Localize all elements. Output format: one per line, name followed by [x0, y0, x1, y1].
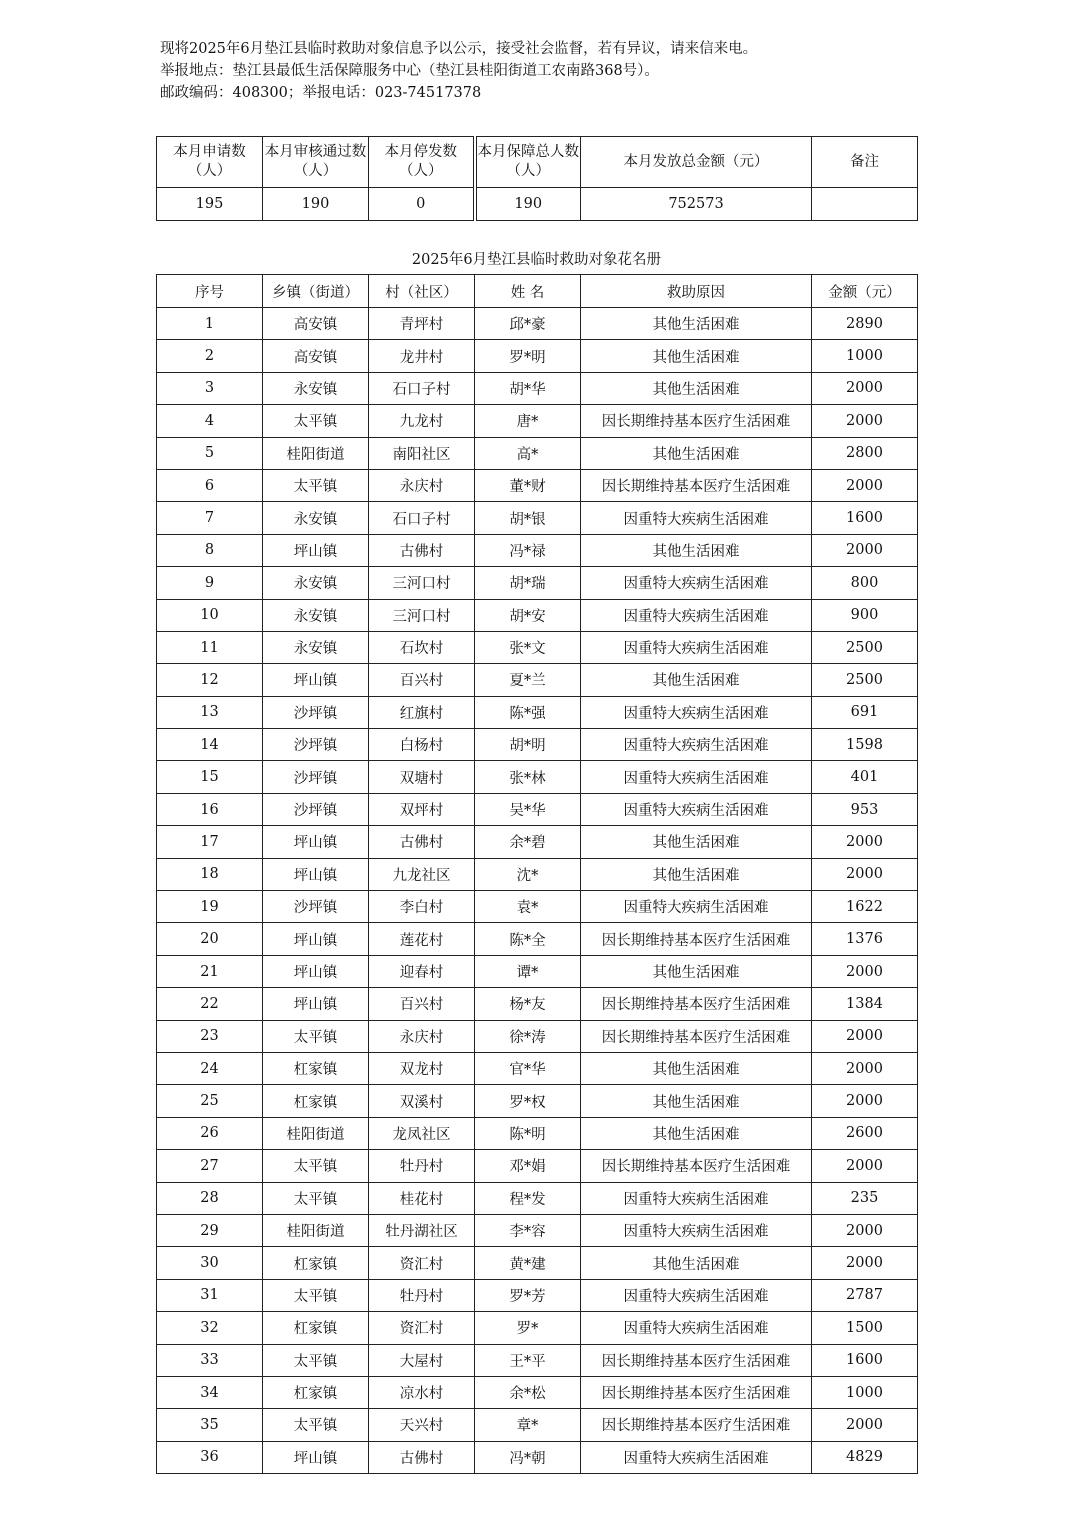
- row-index: 10: [157, 599, 263, 631]
- row-amount: 2000: [812, 1085, 918, 1117]
- row-name: 胡*安: [475, 599, 581, 631]
- table-row: [157, 988, 918, 1020]
- row-township: 高安镇: [263, 340, 369, 372]
- row-village: 双龙村: [369, 1052, 475, 1084]
- row-village: 红旗村: [369, 696, 475, 728]
- row-name: 徐*涛: [475, 1020, 581, 1052]
- row-name: 罗*明: [475, 340, 581, 372]
- row-index: 2: [157, 340, 263, 372]
- row-index: 9: [157, 567, 263, 599]
- summary-header-row: [157, 137, 918, 188]
- row-reason: 其他生活困难: [581, 534, 812, 566]
- row-township: 杠家镇: [263, 1376, 369, 1408]
- row-name: 吴*华: [475, 793, 581, 825]
- row-index: 29: [157, 1214, 263, 1246]
- row-township: 坪山镇: [263, 988, 369, 1020]
- row-village: 桂花村: [369, 1182, 475, 1214]
- row-index: 4: [157, 405, 263, 437]
- row-amount: 1600: [812, 502, 918, 534]
- table-row: [157, 696, 918, 728]
- table-row: [157, 405, 918, 437]
- row-reason: 其他生活困难: [581, 1247, 812, 1279]
- row-name: 章*: [475, 1409, 581, 1441]
- summary-header-total-amount: 本月发放总金额（元）: [581, 137, 812, 188]
- table-row: [157, 534, 918, 566]
- table-row: [157, 1085, 918, 1117]
- roster-table: [156, 274, 918, 1474]
- row-amount: 2000: [812, 1052, 918, 1084]
- row-name: 胡*瑞: [475, 567, 581, 599]
- row-amount: 2000: [812, 826, 918, 858]
- row-village: 古佛村: [369, 1441, 475, 1473]
- row-index: 11: [157, 631, 263, 663]
- row-village: 资汇村: [369, 1247, 475, 1279]
- row-reason: 因重特大疾病生活困难: [581, 1214, 812, 1246]
- row-amount: 2000: [812, 858, 918, 890]
- row-index: 36: [157, 1441, 263, 1473]
- table-row: [157, 729, 918, 761]
- roster-header-index: 序号: [157, 275, 263, 308]
- row-village: 永庆村: [369, 469, 475, 501]
- row-name: 胡*银: [475, 502, 581, 534]
- row-index: 17: [157, 826, 263, 858]
- row-township: 永安镇: [263, 631, 369, 663]
- row-village: 资汇村: [369, 1312, 475, 1344]
- row-index: 30: [157, 1247, 263, 1279]
- summary-value-suspended: 0: [369, 188, 475, 221]
- row-index: 13: [157, 696, 263, 728]
- row-amount: 1000: [812, 340, 918, 372]
- row-village: 古佛村: [369, 534, 475, 566]
- row-reason: 其他生活困难: [581, 664, 812, 696]
- row-index: 23: [157, 1020, 263, 1052]
- row-village: 百兴村: [369, 664, 475, 696]
- row-reason: 因重特大疾病生活困难: [581, 1441, 812, 1473]
- row-amount: 900: [812, 599, 918, 631]
- row-name: 高*: [475, 437, 581, 469]
- summary-value-remarks: [812, 188, 918, 221]
- roster-title: 2025年6月垫江县临时救助对象花名册: [411, 252, 662, 268]
- row-index: 15: [157, 761, 263, 793]
- row-name: 邓*娟: [475, 1150, 581, 1182]
- row-amount: 800: [812, 567, 918, 599]
- row-reason: 因长期维持基本医疗生活困难: [581, 1409, 812, 1441]
- row-reason: 因重特大疾病生活困难: [581, 631, 812, 663]
- row-index: 21: [157, 955, 263, 987]
- row-amount: 953: [812, 793, 918, 825]
- row-name: 黄*建: [475, 1247, 581, 1279]
- row-village: 龙凤社区: [369, 1117, 475, 1149]
- row-name: 余*碧: [475, 826, 581, 858]
- row-village: 百兴村: [369, 988, 475, 1020]
- row-name: 杨*友: [475, 988, 581, 1020]
- row-index: 26: [157, 1117, 263, 1149]
- row-township: 永安镇: [263, 502, 369, 534]
- row-village: 牡丹村: [369, 1279, 475, 1311]
- row-amount: 1000: [812, 1376, 918, 1408]
- row-township: 沙坪镇: [263, 793, 369, 825]
- row-township: 坪山镇: [263, 955, 369, 987]
- row-name: 罗*芳: [475, 1279, 581, 1311]
- row-reason: 其他生活困难: [581, 1117, 812, 1149]
- roster-header-village: 村（社区）: [369, 275, 475, 308]
- row-amount: 1500: [812, 1312, 918, 1344]
- summary-value-applications: 195: [157, 188, 263, 221]
- table-row: [157, 793, 918, 825]
- summary-header-applications: 本月申请数（人）: [157, 137, 263, 188]
- summary-value-row: [157, 188, 918, 221]
- row-township: 坪山镇: [263, 534, 369, 566]
- row-name: 陈*明: [475, 1117, 581, 1149]
- row-amount: 2500: [812, 631, 918, 663]
- row-name: 夏*兰: [475, 664, 581, 696]
- row-amount: 2600: [812, 1117, 918, 1149]
- row-reason: 因重特大疾病生活困难: [581, 599, 812, 631]
- row-reason: 因重特大疾病生活困难: [581, 567, 812, 599]
- row-name: 张*文: [475, 631, 581, 663]
- summary-table: [156, 136, 918, 221]
- row-reason: 其他生活困难: [581, 308, 812, 340]
- table-row: [157, 1376, 918, 1408]
- table-row: [157, 502, 918, 534]
- table-row: [157, 891, 918, 923]
- row-reason: 因重特大疾病生活困难: [581, 729, 812, 761]
- row-village: 牡丹村: [369, 1150, 475, 1182]
- row-township: 沙坪镇: [263, 891, 369, 923]
- roster-body: [157, 308, 918, 1474]
- table-row: [157, 1312, 918, 1344]
- row-village: 牡丹湖社区: [369, 1214, 475, 1246]
- row-village: 莲花村: [369, 923, 475, 955]
- row-reason: 其他生活困难: [581, 955, 812, 987]
- row-township: 桂阳街道: [263, 437, 369, 469]
- row-village: 天兴村: [369, 1409, 475, 1441]
- table-row: [157, 955, 918, 987]
- row-village: 三河口村: [369, 567, 475, 599]
- row-township: 杠家镇: [263, 1085, 369, 1117]
- row-township: 太平镇: [263, 1182, 369, 1214]
- row-township: 桂阳街道: [263, 1214, 369, 1246]
- summary-header-total-covered: 本月保障总人数（人）: [475, 137, 581, 188]
- row-village: 石坎村: [369, 631, 475, 663]
- row-index: 7: [157, 502, 263, 534]
- table-row: [157, 340, 918, 372]
- summary-header-approved: 本月审核通过数（人）: [263, 137, 369, 188]
- row-name: 陈*全: [475, 923, 581, 955]
- row-name: 胡*华: [475, 372, 581, 404]
- row-reason: 因长期维持基本医疗生活困难: [581, 1376, 812, 1408]
- row-amount: 1600: [812, 1344, 918, 1376]
- row-amount: 2000: [812, 1247, 918, 1279]
- row-village: 大屋村: [369, 1344, 475, 1376]
- row-amount: 1622: [812, 891, 918, 923]
- table-row: [157, 1182, 918, 1214]
- table-row: [157, 599, 918, 631]
- row-reason: 因重特大疾病生活困难: [581, 793, 812, 825]
- row-name: 程*发: [475, 1182, 581, 1214]
- row-township: 太平镇: [263, 405, 369, 437]
- row-village: 双塘村: [369, 761, 475, 793]
- row-index: 35: [157, 1409, 263, 1441]
- row-name: 袁*: [475, 891, 581, 923]
- row-amount: 691: [812, 696, 918, 728]
- row-township: 沙坪镇: [263, 729, 369, 761]
- row-village: 九龙社区: [369, 858, 475, 890]
- row-reason: 其他生活困难: [581, 1052, 812, 1084]
- row-village: 白杨村: [369, 729, 475, 761]
- row-reason: 其他生活困难: [581, 858, 812, 890]
- row-index: 27: [157, 1150, 263, 1182]
- row-amount: 2000: [812, 469, 918, 501]
- summary-header-suspended: 本月停发数（人）: [369, 137, 475, 188]
- row-village: 石口子村: [369, 372, 475, 404]
- row-amount: 235: [812, 1182, 918, 1214]
- row-township: 太平镇: [263, 1150, 369, 1182]
- table-row: [157, 826, 918, 858]
- row-township: 杠家镇: [263, 1052, 369, 1084]
- table-row: [157, 761, 918, 793]
- row-township: 太平镇: [263, 469, 369, 501]
- row-township: 太平镇: [263, 1279, 369, 1311]
- row-village: 李白村: [369, 891, 475, 923]
- row-reason: 其他生活困难: [581, 437, 812, 469]
- table-row: [157, 437, 918, 469]
- row-village: 双溪村: [369, 1085, 475, 1117]
- row-name: 唐*: [475, 405, 581, 437]
- row-village: 青坪村: [369, 308, 475, 340]
- table-row: [157, 1117, 918, 1149]
- row-village: 双坪村: [369, 793, 475, 825]
- row-index: 8: [157, 534, 263, 566]
- row-village: 南阳社区: [369, 437, 475, 469]
- row-reason: 其他生活困难: [581, 1085, 812, 1117]
- row-name: 冯*朝: [475, 1441, 581, 1473]
- row-reason: 因重特大疾病生活困难: [581, 761, 812, 793]
- roster-header-reason: 救助原因: [581, 275, 812, 308]
- row-name: 冯*禄: [475, 534, 581, 566]
- row-reason: 因重特大疾病生活困难: [581, 696, 812, 728]
- table-row: [157, 1279, 918, 1311]
- row-name: 王*平: [475, 1344, 581, 1376]
- row-township: 太平镇: [263, 1409, 369, 1441]
- row-reason: 其他生活困难: [581, 340, 812, 372]
- row-index: 22: [157, 988, 263, 1020]
- row-village: 三河口村: [369, 599, 475, 631]
- row-township: 杠家镇: [263, 1247, 369, 1279]
- public-notice: [160, 38, 980, 104]
- row-amount: 1384: [812, 988, 918, 1020]
- row-village: 古佛村: [369, 826, 475, 858]
- row-name: 李*容: [475, 1214, 581, 1246]
- table-row: [157, 1344, 918, 1376]
- table-row: [157, 308, 918, 340]
- table-row: [157, 1150, 918, 1182]
- row-village: 石口子村: [369, 502, 475, 534]
- row-township: 坪山镇: [263, 664, 369, 696]
- row-index: 31: [157, 1279, 263, 1311]
- row-amount: 2000: [812, 405, 918, 437]
- notice-line-2: 举报地点：垫江县最低生活保障服务中心（垫江县桂阳街道工农南路368号）。: [160, 63, 659, 79]
- row-township: 坪山镇: [263, 1441, 369, 1473]
- row-name: 胡*明: [475, 729, 581, 761]
- row-township: 高安镇: [263, 308, 369, 340]
- row-reason: 因长期维持基本医疗生活困难: [581, 923, 812, 955]
- row-reason: 因重特大疾病生活困难: [581, 891, 812, 923]
- row-township: 沙坪镇: [263, 761, 369, 793]
- table-row: [157, 1441, 918, 1473]
- row-index: 24: [157, 1052, 263, 1084]
- row-township: 太平镇: [263, 1020, 369, 1052]
- row-reason: 因重特大疾病生活困难: [581, 502, 812, 534]
- row-amount: 2000: [812, 372, 918, 404]
- row-index: 33: [157, 1344, 263, 1376]
- row-reason: 因长期维持基本医疗生活困难: [581, 988, 812, 1020]
- table-row: [157, 1409, 918, 1441]
- row-index: 14: [157, 729, 263, 761]
- row-name: 陈*强: [475, 696, 581, 728]
- row-village: 永庆村: [369, 1020, 475, 1052]
- row-township: 永安镇: [263, 567, 369, 599]
- row-index: 25: [157, 1085, 263, 1117]
- row-index: 34: [157, 1376, 263, 1408]
- summary-value-total-amount: 752573: [581, 188, 812, 221]
- row-name: 沈*: [475, 858, 581, 890]
- row-township: 坪山镇: [263, 826, 369, 858]
- row-township: 坪山镇: [263, 923, 369, 955]
- table-row: [157, 1214, 918, 1246]
- row-reason: 因长期维持基本医疗生活困难: [581, 405, 812, 437]
- row-index: 28: [157, 1182, 263, 1214]
- row-amount: 2000: [812, 1214, 918, 1246]
- roster-header-township: 乡镇（街道）: [263, 275, 369, 308]
- roster-header-row: [157, 275, 918, 308]
- row-amount: 2000: [812, 1150, 918, 1182]
- row-index: 18: [157, 858, 263, 890]
- row-village: 迎春村: [369, 955, 475, 987]
- row-reason: 其他生活困难: [581, 826, 812, 858]
- row-township: 桂阳街道: [263, 1117, 369, 1149]
- row-name: 罗*权: [475, 1085, 581, 1117]
- table-row: [157, 372, 918, 404]
- summary-value-total-covered: 190: [475, 188, 581, 221]
- row-reason: 其他生活困难: [581, 372, 812, 404]
- row-village: 九龙村: [369, 405, 475, 437]
- row-name: 余*松: [475, 1376, 581, 1408]
- row-index: 20: [157, 923, 263, 955]
- row-reason: 因重特大疾病生活困难: [581, 1182, 812, 1214]
- roster-header-name: 姓 名: [475, 275, 581, 308]
- row-index: 19: [157, 891, 263, 923]
- row-village: 龙井村: [369, 340, 475, 372]
- summary-header-remarks: 备注: [812, 137, 918, 188]
- row-township: 坪山镇: [263, 858, 369, 890]
- table-row: [157, 664, 918, 696]
- table-row: [157, 858, 918, 890]
- row-township: 永安镇: [263, 372, 369, 404]
- row-amount: 1598: [812, 729, 918, 761]
- row-reason: 因长期维持基本医疗生活困难: [581, 469, 812, 501]
- table-row: [157, 1247, 918, 1279]
- row-amount: 2000: [812, 955, 918, 987]
- summary-value-approved: 190: [263, 188, 369, 221]
- row-township: 沙坪镇: [263, 696, 369, 728]
- row-index: 32: [157, 1312, 263, 1344]
- row-village: 凉水村: [369, 1376, 475, 1408]
- row-amount: 2000: [812, 1020, 918, 1052]
- row-amount: 2000: [812, 534, 918, 566]
- row-amount: 2000: [812, 1409, 918, 1441]
- row-reason: 因长期维持基本医疗生活困难: [581, 1150, 812, 1182]
- row-reason: 因重特大疾病生活困难: [581, 1279, 812, 1311]
- row-name: 官*华: [475, 1052, 581, 1084]
- row-township: 太平镇: [263, 1344, 369, 1376]
- row-amount: 2500: [812, 664, 918, 696]
- notice-line-3: 邮政编码：408300；举报电话：023-74517378: [160, 85, 482, 101]
- row-amount: 2890: [812, 308, 918, 340]
- row-index: 5: [157, 437, 263, 469]
- table-row: [157, 1020, 918, 1052]
- table-row: [157, 1052, 918, 1084]
- row-township: 杠家镇: [263, 1312, 369, 1344]
- row-township: 永安镇: [263, 599, 369, 631]
- row-amount: 4829: [812, 1441, 918, 1473]
- row-reason: 因长期维持基本医疗生活困难: [581, 1020, 812, 1052]
- row-name: 董*财: [475, 469, 581, 501]
- row-amount: 1376: [812, 923, 918, 955]
- row-index: 12: [157, 664, 263, 696]
- table-row: [157, 923, 918, 955]
- row-reason: 因重特大疾病生活困难: [581, 1312, 812, 1344]
- table-row: [157, 631, 918, 663]
- row-name: 邱*豪: [475, 308, 581, 340]
- row-amount: 401: [812, 761, 918, 793]
- row-index: 1: [157, 308, 263, 340]
- row-name: 罗*: [475, 1312, 581, 1344]
- row-amount: 2787: [812, 1279, 918, 1311]
- row-index: 3: [157, 372, 263, 404]
- row-name: 谭*: [475, 955, 581, 987]
- row-index: 6: [157, 469, 263, 501]
- row-reason: 因长期维持基本医疗生活困难: [581, 1344, 812, 1376]
- row-amount: 2800: [812, 437, 918, 469]
- row-index: 16: [157, 793, 263, 825]
- table-row: [157, 469, 918, 501]
- notice-line-1: 现将2025年6月垫江县临时救助对象信息予以公示，接受社会监督，若有异议，请来信来电。: [160, 41, 758, 57]
- roster-header-amount: 金额（元）: [812, 275, 918, 308]
- table-row: [157, 567, 918, 599]
- row-name: 张*林: [475, 761, 581, 793]
